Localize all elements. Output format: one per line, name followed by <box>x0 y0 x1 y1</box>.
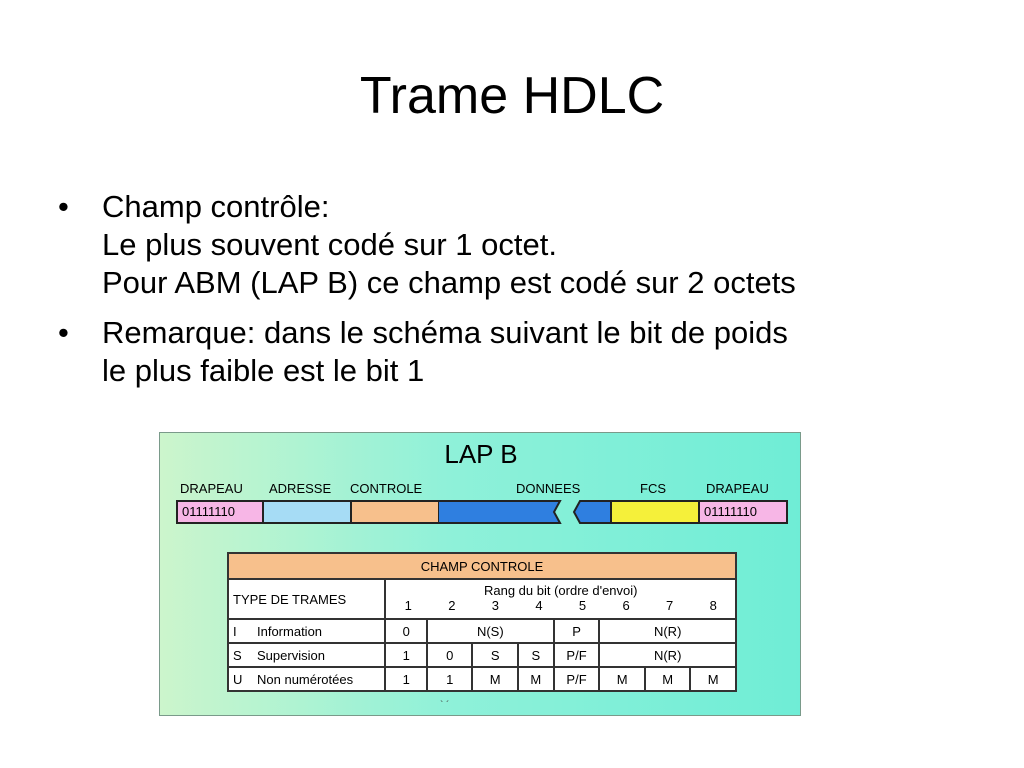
bit-cell: 1 <box>385 643 427 667</box>
bit-cell: S <box>472 643 518 667</box>
type-code: I <box>233 623 237 639</box>
table-row <box>228 619 736 643</box>
control-cell <box>350 500 440 524</box>
bit-cell: 1 <box>427 667 472 691</box>
bullet-line: Pour ABM (LAP B) ce champ est codé sur 2 octets <box>102 265 796 300</box>
field-label-controle: CONTROLE <box>350 481 423 496</box>
bullet-line: Le plus souvent codé sur 1 octet. <box>102 227 557 262</box>
bit-number: 5 <box>578 598 587 613</box>
address-cell <box>262 500 352 524</box>
bit-number: 7 <box>666 598 674 613</box>
bullet-line: Champ contrôle: <box>102 189 330 224</box>
bit-cell: M <box>518 667 554 691</box>
bit-cell: M <box>472 667 518 691</box>
type-cell <box>228 667 385 691</box>
bit-number: 6 <box>622 598 630 613</box>
flag-end-cell <box>698 500 788 524</box>
lapb-diagram <box>159 432 801 716</box>
bit-number: 8 <box>709 598 717 613</box>
field-label-drapeau-end: DRAPEAU <box>706 481 769 496</box>
bit-cell: M <box>645 667 691 691</box>
flag-cell <box>176 500 264 524</box>
type-cell <box>228 643 385 667</box>
bit-number: 3 <box>491 598 499 613</box>
bit-cell: M <box>690 667 736 691</box>
type-name: Supervision <box>257 647 325 663</box>
bit-numbers <box>386 598 735 614</box>
type-name: Non numérotées <box>257 671 354 687</box>
bullet-item <box>58 314 978 390</box>
ns-cell: N(S) <box>427 619 554 643</box>
pf-cell: P/F <box>554 667 600 691</box>
bit-cell: M <box>599 667 645 691</box>
bullet-item <box>58 188 978 302</box>
flag-value: 01111110 <box>182 504 236 519</box>
field-label-adresse: ADRESSE <box>269 481 332 496</box>
slide-title: Trame HDLC <box>359 67 665 125</box>
bit-cell: 0 <box>427 643 472 667</box>
bit-cell: 1 <box>385 667 427 691</box>
table-header: CHAMP CONTROLE <box>228 553 736 579</box>
bit-number: 1 <box>404 598 412 613</box>
table-row <box>228 643 736 667</box>
bullet-line: Remarque: dans le schéma suivant le bit de poids <box>102 315 788 350</box>
control-field-table <box>227 552 737 692</box>
bit-number: 4 <box>535 598 543 613</box>
nr-cell: N(R) <box>599 619 736 643</box>
rank-caption: Rang du bit (ordre d'envoi) <box>483 583 638 598</box>
nr-cell: N(R) <box>599 643 736 667</box>
bit-cell: S <box>518 643 554 667</box>
field-label-fcs: FCS <box>640 481 666 496</box>
type-cell <box>228 619 385 643</box>
bit-number: 2 <box>448 598 456 613</box>
type-code: U <box>233 671 243 687</box>
bullet-dot-icon: • <box>58 315 69 350</box>
field-label-donnees: DONNEES <box>516 481 581 496</box>
table-row <box>228 667 736 691</box>
fcs-cell <box>610 500 700 524</box>
type-header: TYPE DE TRAMES <box>228 579 385 619</box>
bit-cell: 0 <box>385 619 427 643</box>
tiny-mark: ` ´ <box>440 700 450 711</box>
data-cell <box>438 500 612 524</box>
pf-cell: P <box>554 619 600 643</box>
flag-end-value: 01111110 <box>704 504 758 519</box>
rank-header <box>385 579 736 619</box>
pf-cell: P/F <box>554 643 600 667</box>
type-code: S <box>233 647 242 663</box>
diagram-title: LAP B <box>444 439 518 469</box>
type-name: Information <box>257 623 323 639</box>
bullet-dot-icon: • <box>58 189 69 224</box>
bullet-list <box>58 188 978 402</box>
field-label-drapeau: DRAPEAU <box>180 481 243 496</box>
bullet-line: le plus faible est le bit 1 <box>102 353 425 388</box>
